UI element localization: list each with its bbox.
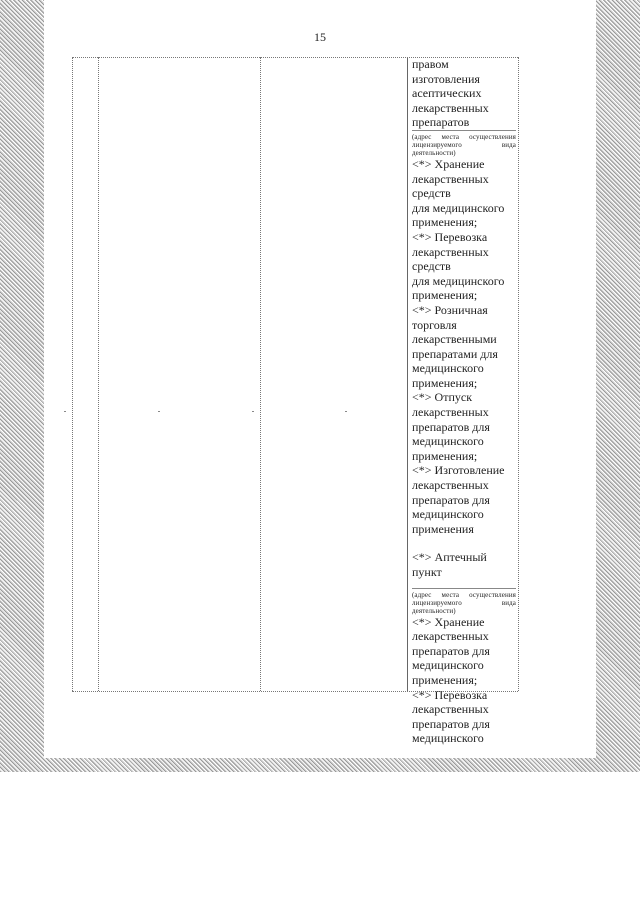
activity-line: <*> Розничная торговля (412, 302, 488, 332)
activity-line: применения; (412, 375, 478, 390)
activity-lines-top (412, 57, 516, 130)
activity-line: применения; (412, 215, 478, 230)
activity-line: лекарственными (412, 332, 497, 347)
scan-speck (64, 411, 66, 412)
activity-line: медицинского (412, 507, 484, 522)
activity-line: лекарственных средств (412, 171, 489, 201)
activity-line: лекарственных (412, 478, 489, 493)
activity-line: медицинского (412, 361, 484, 376)
activity-line: применения; (412, 672, 478, 687)
activity-line: препаратов (412, 115, 470, 130)
activity-lines-mid (412, 157, 516, 536)
activity-line: <*> Хранение (412, 614, 485, 629)
activity-line: асептических (412, 86, 482, 101)
activity-line: для медицинского (412, 200, 505, 215)
activity-line: медицинского (412, 434, 484, 449)
activity-line: изготовления (412, 71, 480, 86)
activity-line: лекарственных (412, 702, 489, 717)
column-border (72, 57, 73, 691)
activity-line: правом (412, 57, 449, 71)
address-caption: (адрес места осуществления лицензируемого вида деятельности) (412, 588, 516, 615)
address-caption: (адрес места осуществления лицензируемого вида деятельности) (412, 130, 516, 157)
activity-line: препаратов для (412, 492, 490, 507)
activity-line: препаратов для (412, 419, 490, 434)
scan-speck (158, 411, 160, 412)
activity-line: <*> Изготовление (412, 463, 505, 478)
activity-line: препаратов для (412, 716, 490, 731)
activity-line: препаратов для (412, 643, 490, 658)
spacer (412, 536, 516, 550)
activity-line: применения (412, 521, 474, 536)
activity-line: применения; (412, 288, 478, 303)
column-border (407, 57, 408, 691)
activity-line: лекарственных (412, 100, 489, 115)
license-table (72, 57, 518, 746)
activity-line: лекарственных (412, 405, 489, 420)
column-border (98, 57, 99, 691)
activity-cell (412, 57, 516, 746)
scan-speck (345, 411, 347, 412)
column-border (260, 57, 261, 691)
scan-speck (252, 411, 254, 412)
activity-line: <*> Перевозка (412, 687, 488, 702)
activity-line: препаратами для (412, 346, 498, 361)
activity-line: медицинского (412, 658, 484, 673)
page-number: 15 (314, 30, 326, 44)
activity-line: лекарственных (412, 629, 489, 644)
activity-lines-bottom (412, 615, 516, 746)
activity-line: <*> Хранение (412, 156, 485, 171)
activity-line: применения; (412, 448, 478, 463)
column-border (518, 57, 519, 691)
activity-line: медицинского (412, 731, 484, 746)
activity-line: для медицинского (412, 273, 505, 288)
pharmacy-point-label: <*> Аптечный пункт (412, 550, 487, 579)
activity-line: <*> Отпуск (412, 390, 473, 405)
activity-line: лекарственных средств (412, 244, 489, 274)
activity-line: <*> Перевозка (412, 229, 488, 244)
